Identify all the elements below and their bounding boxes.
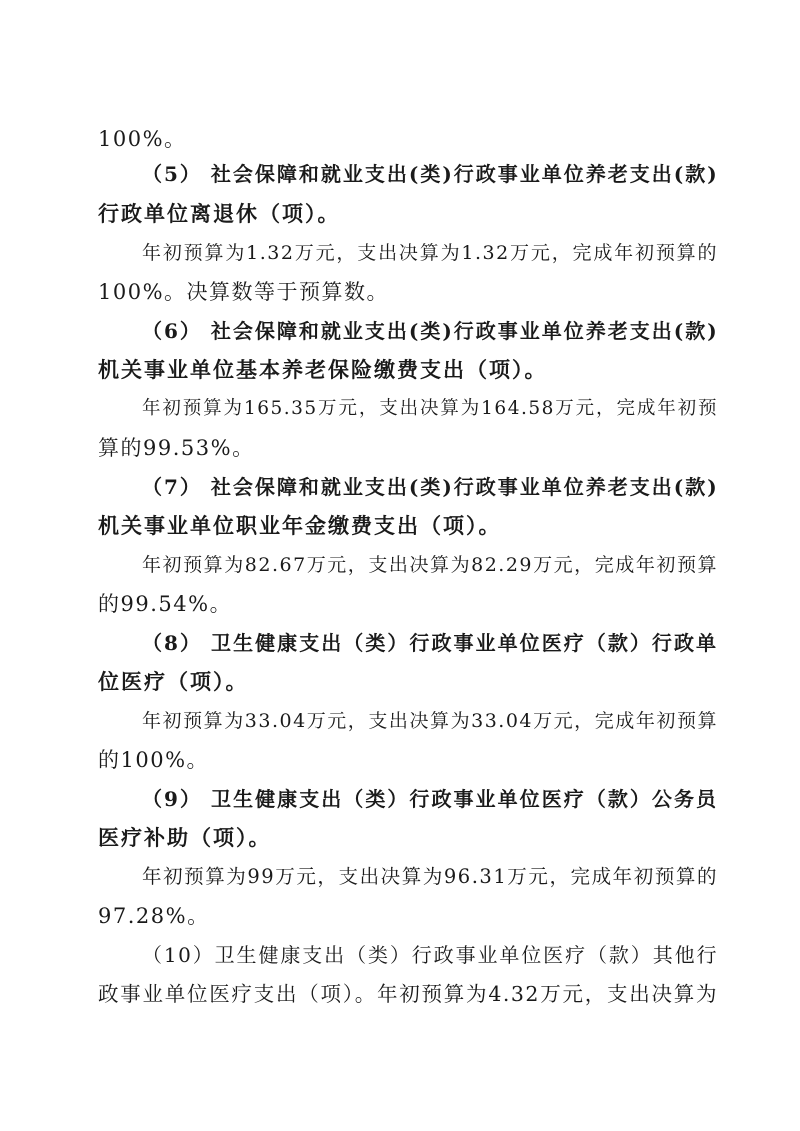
paragraph-line: 政事业单位医疗支出（项）。年初预算为4.32万元，支出决算为 — [98, 982, 718, 1006]
paragraph-line: 100%。决算数等于预算数。 — [98, 280, 390, 304]
section-heading-6: （6） 社会保障和就业支出(类)行政事业单位养老支出(款) — [142, 319, 719, 343]
section-heading-7: （7） 社会保障和就业支出(类)行政事业单位养老支出(款) — [142, 475, 719, 499]
paragraph-line: 的99.54%。 — [98, 592, 233, 616]
paragraph-line: 算的99.53%。 — [98, 436, 255, 460]
section-heading-6-cont: 机关事业单位基本养老保险缴费支出（项）。 — [98, 357, 548, 382]
section-heading-9-cont: 医疗补助（项）。 — [98, 825, 272, 850]
paragraph-line: 年初预算为1.32万元，支出决算为1.32万元，完成年初预算的 — [142, 242, 718, 264]
section-heading-5: （5） 社会保障和就业支出(类)行政事业单位养老支出(款) — [142, 162, 719, 186]
section-heading-5-cont: 行政单位离退休（项）。 — [98, 201, 341, 226]
paragraph-line: 年初预算为33.04万元，支出决算为33.04万元，完成年初预算 — [142, 710, 718, 732]
paragraph-line: 年初预算为165.35万元，支出决算为164.58万元，完成年初预 — [142, 398, 718, 419]
paragraph-line: 的100%。 — [98, 748, 210, 772]
section-heading-9: （9） 卫生健康支出（类）行政事业单位医疗（款）公务员 — [142, 787, 718, 811]
section-heading-8-cont: 位医疗（项）。 — [98, 669, 249, 694]
paragraph-line: 97.28%。 — [98, 904, 210, 928]
section-heading-10: （10）卫生健康支出（类）行政事业单位医疗（款）其他行 — [142, 943, 718, 967]
section-heading-7-cont: 机关事业单位职业年金缴费支出（项）。 — [98, 513, 502, 538]
section-heading-8: （8） 卫生健康支出（类）行政事业单位医疗（款）行政单 — [142, 631, 718, 655]
paragraph-line: 年初预算为82.67万元，支出决算为82.29万元，完成年初预算 — [142, 554, 718, 576]
paragraph-line: 100%。 — [98, 127, 187, 151]
paragraph-line: 年初预算为99万元，支出决算为96.31万元，完成年初预算的 — [142, 865, 718, 888]
